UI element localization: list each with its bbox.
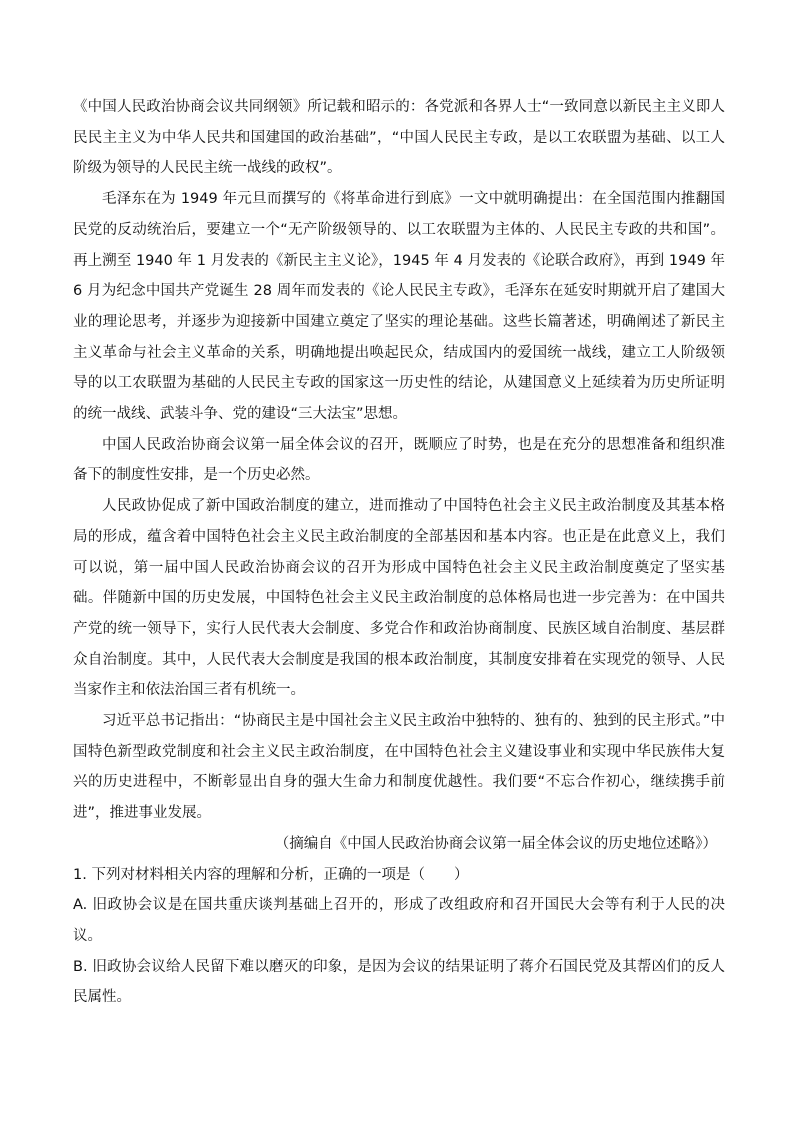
passage-paragraph-2: 毛泽东在为 1949 年元旦而撰写的《将革命进行到底》一文中就明确提出：在全国范围内推翻国民党的反动统治后，要建立一个“无产阶级领导的、以工农联盟为主体的、人民民主专政的共和国”。再上溯至 1940 年 1 月发表的《新民主主义论》，1945 年 4 月发表的《论联合政府》，再到 1949 年 6 月为纪念中国共产党诞生 28 周年而发表的《论人民民主专政》，毛泽东在延安时期就开启了建国大业的理论思考，并逐步为迎接新中国建立奠定了坚实的理论基础。这些长篇著述，明确阐述了新民主主义革命与社会主义革命的关系，明确地提出唤起民众，结成国内的爱国统一战线，建立工人阶级领导的以工农联盟为基础的人民民主专政的国家这一历史性的结论，从建国意义上延续着为历史所证明的统一战线、武装斗争、党的建设“三大法宝”思想。 (73, 191, 725, 423)
passage-paragraph-3: 中国人民政治协商会议第一届全体会议的召开，既顺应了时势，也是在充分的思想准备和组织准备下的制度性安排，是一个历史必然。 (73, 436, 725, 484)
passage-paragraph-5: 习近平总书记指出：“协商民主是中国社会主义民主政治中独特的、独有的、独到的民主形式。”中国特色新型政党制度和社会主义民主政治制度，在中国特色社会主义建设事业和实现中华民族伟大复兴的历史进程中，不断彰显出自身的强大生命力和制度优越性。我们要“不忘合作初心，继续携手前进”，推进事业发展。 (73, 713, 725, 822)
question-stem: 1. 下列对材料相关内容的理解和分析，正确的一项是（ ） (73, 866, 469, 883)
passage-paragraph-4: 人民政协促成了新中国政治制度的建立，进而推动了中国特色社会主义民主政治制度及其基本格局的形成，蕴含着中国特色社会主义民主政治制度的全部基因和基本内容。也正是在此意义上，我们可以说，第一届中国人民政治协商会议的召开为形成中国特色社会主义民主政治制度奠定了坚实基础。伴随新中国的历史发展，中国特色社会主义民主政治制度的总体格局也进一步完善为：在中国共产党的统一领导下，实行人民代表大会制度、多党合作和政治协商制度、民族区域自治制度、基层群众自治制度。其中，人民代表大会制度是我国的根本政治制度，其制度安排着在实现党的领导、人民当家作主和依法治国三者有机统一。 (73, 498, 725, 699)
question-option-b: B. 旧政协会议给人民留下难以磨灭的印象，是因为会议的结果证明了蒋介石国民党及其帮凶们的反人民属性。 (73, 958, 725, 1006)
passage-source: （摘编自《中国人民政治协商会议第一届全体会议的历史地位述略》） (274, 835, 717, 852)
passage-paragraph-1: 《中国人民政治协商会议共同纲领》所记载和昭示的：各党派和各界人士“一致同意以新民主主义即人民民主主义为中华人民共和国建国的政治基础”，“中国人民民主专政，是以工农联盟为基础、以工人阶级为领导的人民民主统一战线的政权”。 (73, 99, 725, 177)
question-option-a: A. 旧政协会议是在国共重庆谈判基础上召开的，形成了改组政府和召开国民大会等有利于人民的决议。 (73, 897, 725, 944)
document-body (73, 92, 725, 1013)
